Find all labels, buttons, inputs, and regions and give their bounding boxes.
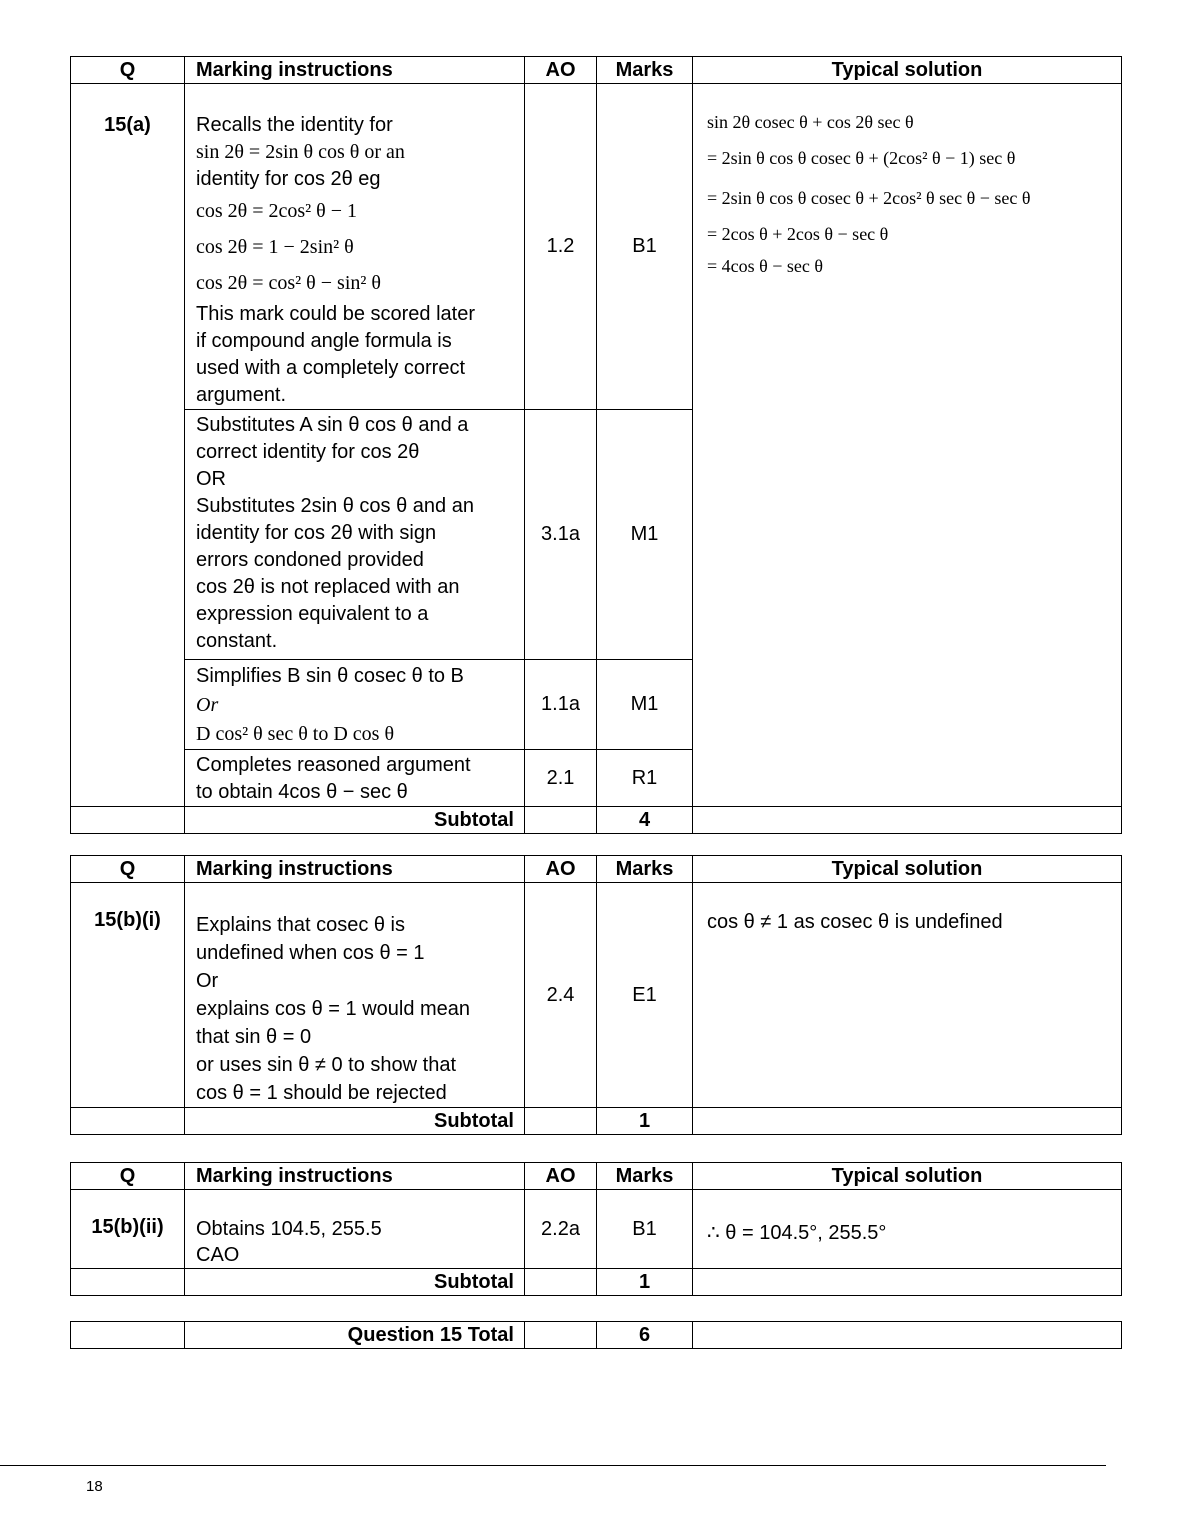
header-typical-solution: Typical solution (693, 856, 1122, 883)
instruction-line: argument. (196, 384, 287, 406)
instruction-cell (185, 660, 525, 750)
instruction-line: OR (196, 468, 226, 490)
typical-solution-cell: cos θ ≠ 1 as cosec θ is undefined (693, 883, 1122, 1108)
subtotal-row (71, 807, 1122, 834)
instruction-line: Simplifies B sin θ cosec θ to B (196, 665, 464, 687)
solution-line: = 2sin θ cos θ cosec θ + 2cos² θ sec θ − sec θ (707, 188, 1031, 208)
marks-cell: B1 (597, 1190, 693, 1269)
instruction-line: sin 2θ = 2sin θ cos θ or an (196, 141, 405, 163)
header-marks: Marks (597, 57, 693, 84)
ao-cell: 2.1 (525, 750, 597, 807)
instruction-cell (185, 883, 525, 1108)
header-ao: AO (525, 856, 597, 883)
empty-cell (693, 1322, 1122, 1349)
solution-line: = 4cos θ − sec θ (707, 256, 824, 276)
header-marking-instructions: Marking instructions (185, 856, 525, 883)
question-number: 15(a) (71, 84, 185, 807)
instruction-line: that sin θ = 0 (196, 1026, 312, 1048)
subtotal-value: 1 (597, 1108, 693, 1135)
instruction-line: Explains that cosec θ is (196, 914, 405, 936)
instruction-line: expression equivalent to a (196, 603, 429, 625)
ao-cell: 1.1a (525, 660, 597, 750)
header-row (71, 856, 1122, 883)
marks-cell: M1 (597, 410, 693, 660)
empty-cell (693, 1269, 1122, 1296)
subtotal-row (71, 1269, 1122, 1296)
instruction-line: cos θ = 1 should be rejected (196, 1082, 447, 1104)
header-ao: AO (525, 57, 597, 84)
subtotal-row (71, 1108, 1122, 1135)
question-total-table (70, 1321, 1122, 1349)
solution-line: = 2cos θ + 2cos θ − sec θ (707, 224, 889, 244)
footer-divider (0, 1465, 1106, 1466)
marks-cell: M1 (597, 660, 693, 750)
instruction-line: correct identity for cos 2θ (196, 441, 420, 463)
instruction-line: cos 2θ is not replaced with an (196, 576, 460, 598)
instruction-line: CAO (196, 1244, 240, 1266)
header-typical-solution: Typical solution (693, 1163, 1122, 1190)
header-q: Q (71, 57, 185, 84)
instruction-line: D cos² θ sec θ to D cos θ (196, 723, 395, 745)
instruction-line: or uses sin θ ≠ 0 to show that (196, 1054, 456, 1076)
empty-cell (71, 807, 185, 834)
ao-cell: 2.4 (525, 883, 597, 1108)
empty-cell (525, 1108, 597, 1135)
instruction-line: used with a completely correct (196, 357, 466, 379)
instruction-line: Substitutes A sin θ cos θ and a (196, 414, 469, 436)
empty-cell (525, 1269, 597, 1296)
page-number: 18 (86, 1478, 103, 1495)
instruction-line: cos 2θ = 1 − 2sin² θ (196, 236, 354, 258)
instruction-line: This mark could be scored later (196, 303, 476, 325)
empty-cell (525, 1322, 597, 1349)
empty-cell (525, 807, 597, 834)
marks-cell: B1 (597, 84, 693, 410)
marking-table-15bii (70, 1162, 1122, 1296)
ao-cell: 3.1a (525, 410, 597, 660)
instruction-line: Or (196, 694, 219, 716)
empty-cell (693, 1108, 1122, 1135)
table-row (71, 84, 1122, 410)
typical-solution-cell: ∴ θ = 104.5°, 255.5° (693, 1190, 1122, 1269)
instruction-line: Completes reasoned argument (196, 754, 471, 776)
instruction-cell (185, 410, 525, 660)
subtotal-label: Subtotal (185, 1108, 525, 1135)
ao-cell: 2.2a (525, 1190, 597, 1269)
instruction-cell (185, 750, 525, 807)
solution-line: sin 2θ cosec θ + cos 2θ sec θ (707, 112, 914, 132)
empty-cell (71, 1322, 185, 1349)
question-number: 15(b)(ii) (71, 1190, 185, 1269)
header-q: Q (71, 856, 185, 883)
empty-cell (71, 1269, 185, 1296)
instruction-line: to obtain 4cos θ − sec θ (196, 781, 408, 803)
question-total-value: 6 (597, 1322, 693, 1349)
header-marking-instructions: Marking instructions (185, 1163, 525, 1190)
header-q: Q (71, 1163, 185, 1190)
instruction-line: cos 2θ = 2cos² θ − 1 (196, 200, 358, 222)
header-marks: Marks (597, 1163, 693, 1190)
instruction-line: constant. (196, 630, 278, 652)
instruction-line: cos 2θ = cos² θ − sin² θ (196, 272, 381, 294)
instruction-cell (185, 84, 525, 410)
header-row (71, 1163, 1122, 1190)
instruction-line: if compound angle formula is (196, 330, 452, 352)
instruction-line: Obtains 104.5, 255.5 (196, 1218, 382, 1240)
subtotal-label: Subtotal (185, 1269, 525, 1296)
typical-solution-cell (693, 84, 1122, 807)
ao-cell: 1.2 (525, 84, 597, 410)
marking-table-15a (70, 56, 1122, 834)
marks-cell: E1 (597, 883, 693, 1108)
instruction-line: identity for cos 2θ eg (196, 168, 381, 190)
instruction-line: identity for cos 2θ with sign (196, 522, 437, 544)
table-row (71, 883, 1122, 1108)
instruction-line: Substitutes 2sin θ cos θ and an (196, 495, 474, 517)
empty-cell (71, 1108, 185, 1135)
header-typical-solution: Typical solution (693, 57, 1122, 84)
subtotal-value: 1 (597, 1269, 693, 1296)
header-marking-instructions: Marking instructions (185, 57, 525, 84)
marking-table-15bi (70, 855, 1122, 1135)
instruction-line: undefined when cos θ = 1 (196, 942, 425, 964)
header-ao: AO (525, 1163, 597, 1190)
solution-line: = 2sin θ cos θ cosec θ + (2cos² θ − 1) sec θ (707, 148, 1016, 168)
instruction-line: explains cos θ = 1 would mean (196, 998, 471, 1020)
subtotal-label: Subtotal (185, 807, 525, 834)
header-row (71, 57, 1122, 84)
question-number: 15(b)(i) (71, 883, 185, 1108)
instruction-line: Or (196, 970, 219, 992)
total-row (71, 1322, 1122, 1349)
instruction-cell (185, 1190, 525, 1269)
marks-cell: R1 (597, 750, 693, 807)
empty-cell (693, 807, 1122, 834)
question-total-label: Question 15 Total (185, 1322, 525, 1349)
instruction-line: Recalls the identity for (196, 114, 393, 136)
header-marks: Marks (597, 856, 693, 883)
table-row (71, 1190, 1122, 1269)
subtotal-value: 4 (597, 807, 693, 834)
instruction-line: errors condoned provided (196, 549, 424, 571)
